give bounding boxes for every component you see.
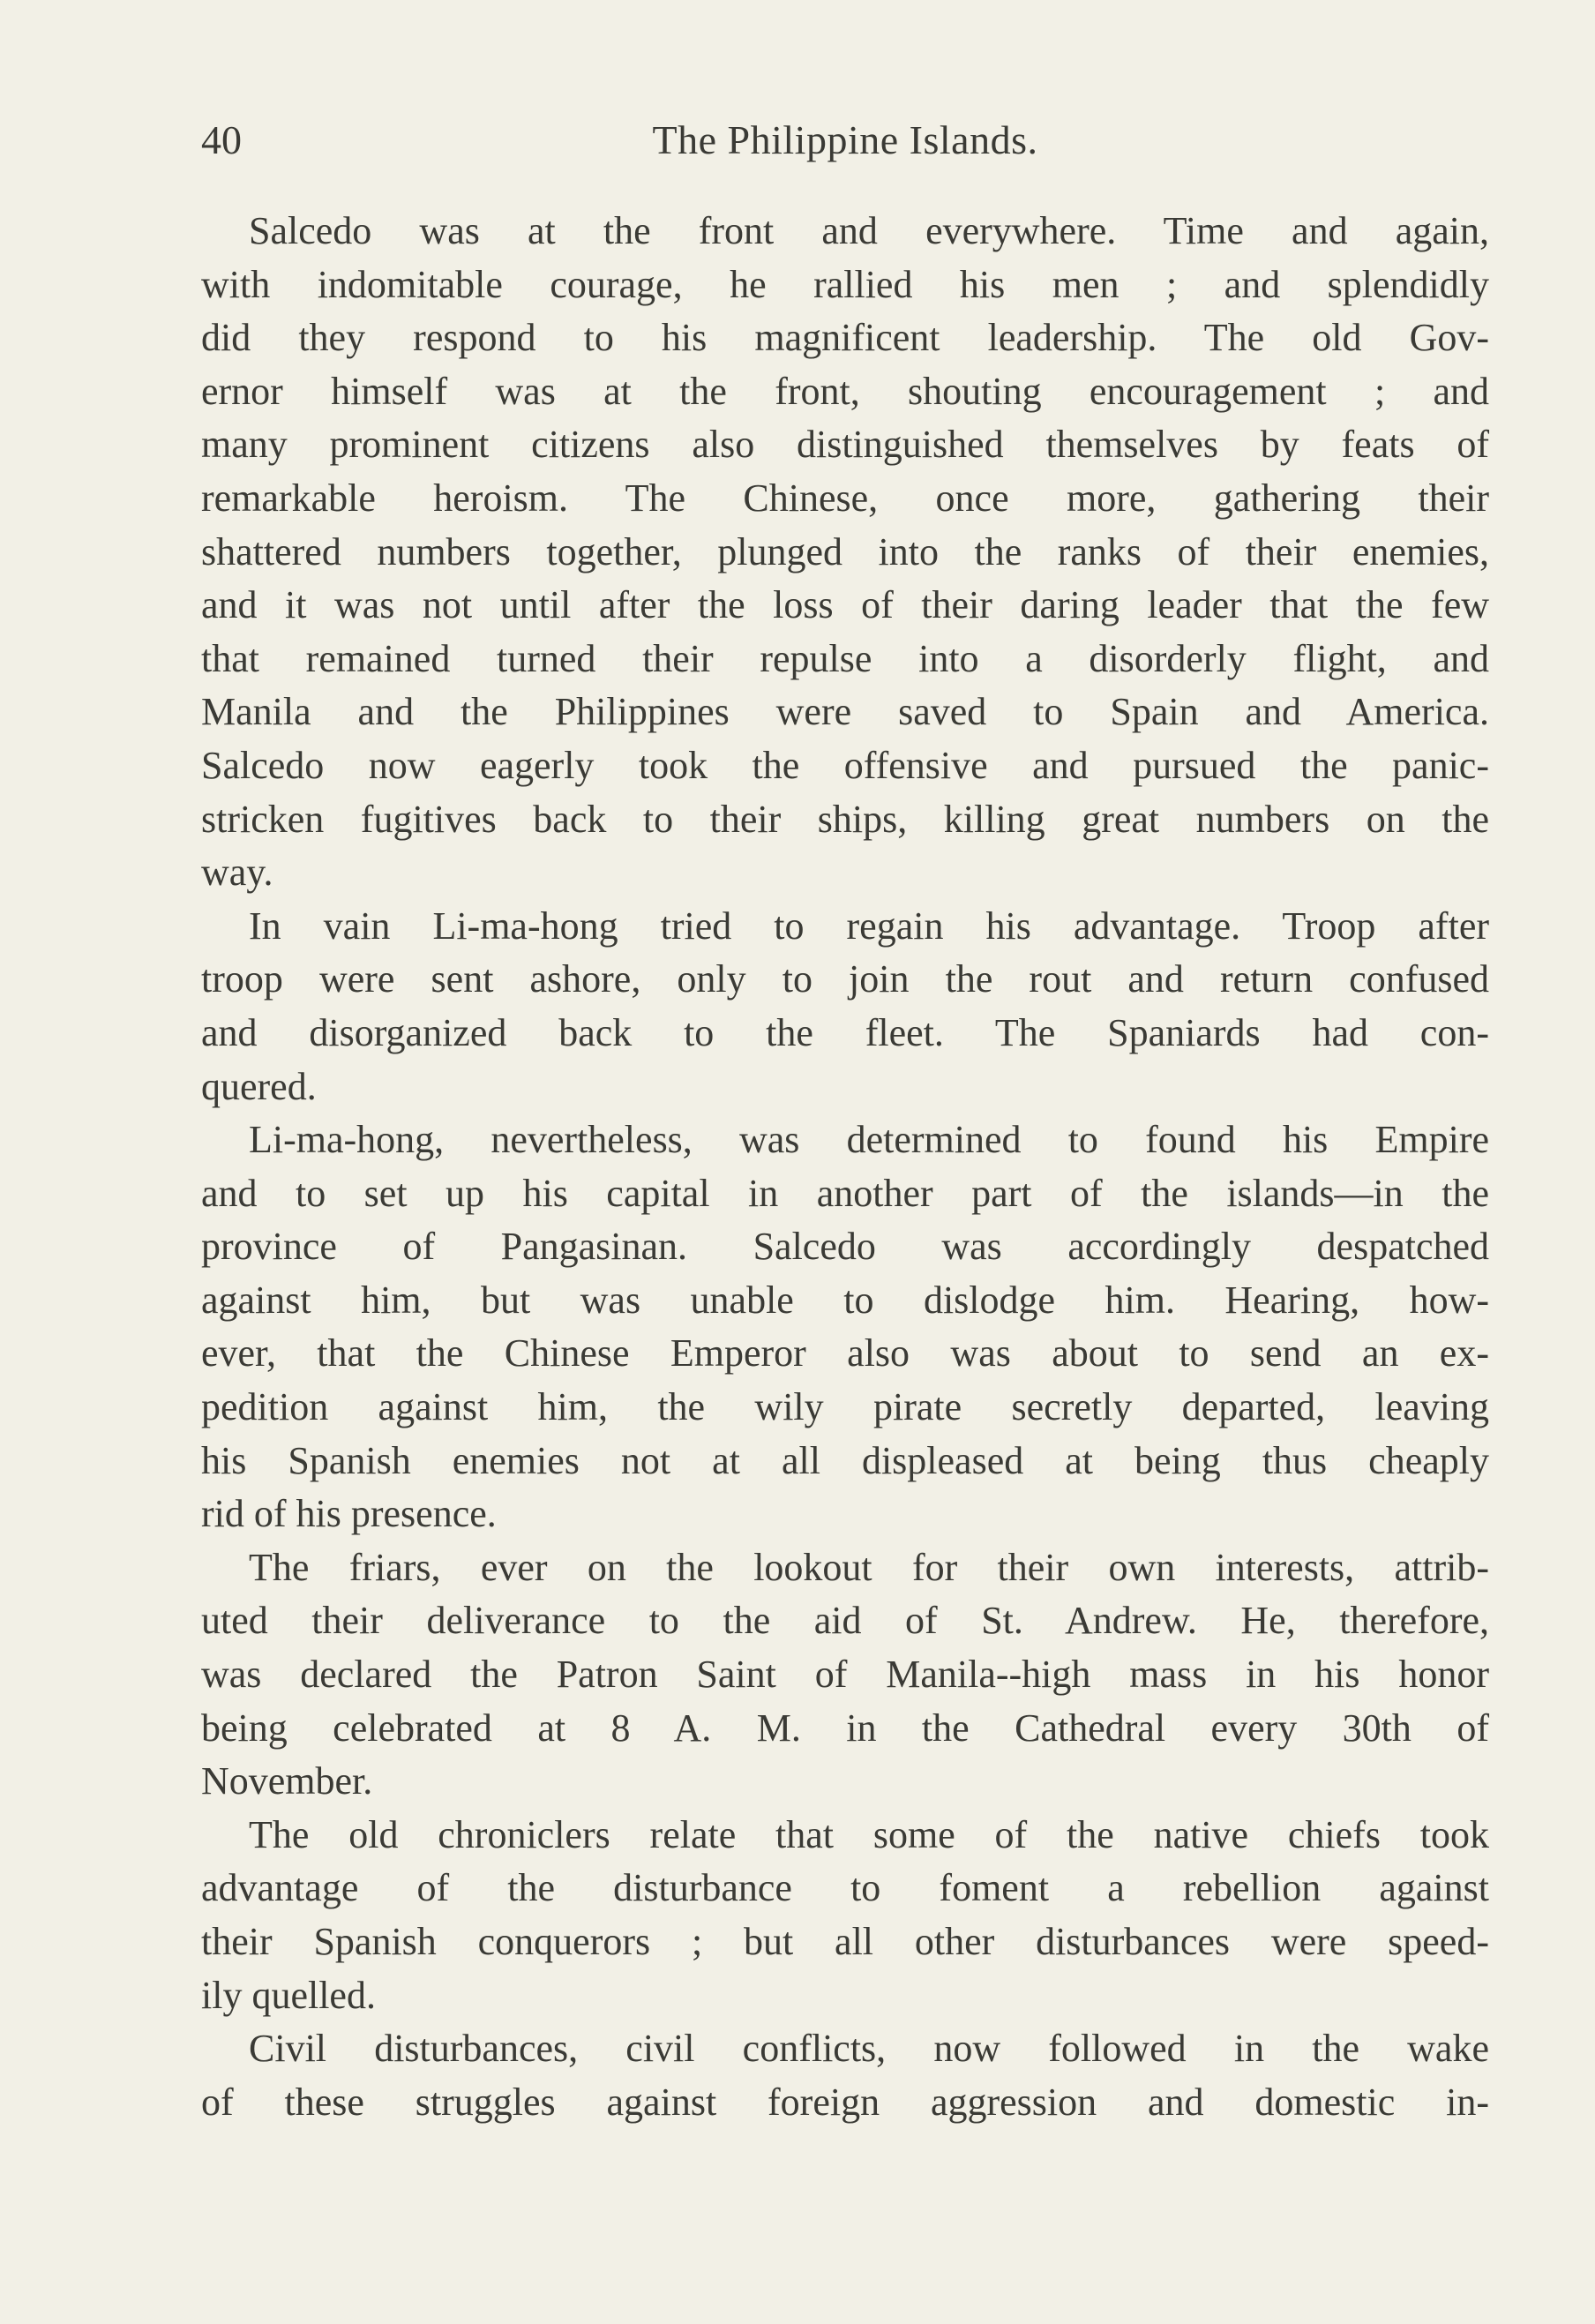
text-line: his Spanish enemies not at all displeased at being thus cheaply xyxy=(201,1438,1489,1482)
page-number: 40 xyxy=(201,117,242,162)
text-line: quered. xyxy=(201,1064,317,1108)
text-line: was declared the Patron Saint of Manila--high mass in his honor xyxy=(201,1653,1489,1697)
running-head xyxy=(201,109,1489,171)
text-line: shattered numbers together, plunged into the ranks of their enemies, xyxy=(201,529,1489,574)
text-line: ever, that the Chinese Emperor also was about to send an ex- xyxy=(201,1331,1489,1376)
text-line: with indomitable courage, he rallied his men ; and splendidly xyxy=(201,262,1489,306)
text-line: and disorganized back to the fleet. The Spaniards had con- xyxy=(201,1010,1489,1054)
text-line: rid of his presence. xyxy=(201,1492,497,1536)
text-line: way. xyxy=(201,851,273,895)
text-line: many prominent citizens also distinguished themselves by feats of xyxy=(201,423,1489,467)
text-line: did they respond to his magnificent leadership. The old Gov- xyxy=(201,316,1489,360)
text-line: Manila and the Philippines were saved to Spain and America. xyxy=(201,690,1489,734)
text-line: of these struggles against foreign aggression and domestic in- xyxy=(201,2080,1489,2124)
body-text xyxy=(201,205,1489,2129)
text-line: November. xyxy=(201,1759,373,1803)
text-line: and it was not until after the loss of their daring leader that the few xyxy=(201,583,1489,627)
text-line: being celebrated at 8 A. M. in the Cathedral every 30th of xyxy=(201,1706,1489,1750)
text-line: remarkable heroism. The Chinese, once more, gathering their xyxy=(201,476,1489,520)
text-line: Civil disturbances, civil conflicts, now followed in the wake xyxy=(249,2027,1489,2071)
text-line: ernor himself was at the front, shouting encouragement ; and xyxy=(201,369,1489,413)
text-line: province of Pangasinan. Salcedo was accordingly despatched xyxy=(201,1225,1489,1269)
text-line: The friars, ever on the lookout for their own interests, attrib- xyxy=(249,1545,1489,1589)
text-line: and to set up his capital in another part of the islands—in the xyxy=(201,1171,1489,1215)
text-line: against him, but was unable to dislodge him. Hearing, how- xyxy=(201,1278,1489,1322)
text-line: ily quelled. xyxy=(201,1973,376,2017)
text-line: that remained turned their repulse into a disorderly flight, and xyxy=(201,636,1489,680)
text-line: troop were sent ashore, only to join the rout and return confused xyxy=(201,957,1489,1001)
text-line: The old chroniclers relate that some of the native chiefs took xyxy=(249,1812,1489,1856)
text-line: pedition against him, the wily pirate secretly departed, leaving xyxy=(201,1385,1489,1429)
text-line: stricken fugitives back to their ships, killing great numbers on the xyxy=(201,797,1489,841)
text-line: uted their deliverance to the aid of St. Andrew. He, therefore, xyxy=(201,1599,1489,1643)
text-line: In vain Li-ma-hong tried to regain his advantage. Troop after xyxy=(249,903,1489,948)
text-line: advantage of the disturbance to foment a rebellion against xyxy=(201,1866,1489,1910)
text-line: Salcedo was at the front and everywhere. Time and again, xyxy=(249,209,1489,252)
text-line: Salcedo now eagerly took the offensive and pursued the panic- xyxy=(201,743,1489,787)
page-header-title: The Philippine Islands. xyxy=(652,117,1038,162)
text-line: their Spanish conquerors ; but all other disturbances were speed- xyxy=(201,1920,1489,1963)
text-line: Li-ma-hong, nevertheless, was determined to found his Empire xyxy=(249,1118,1489,1162)
